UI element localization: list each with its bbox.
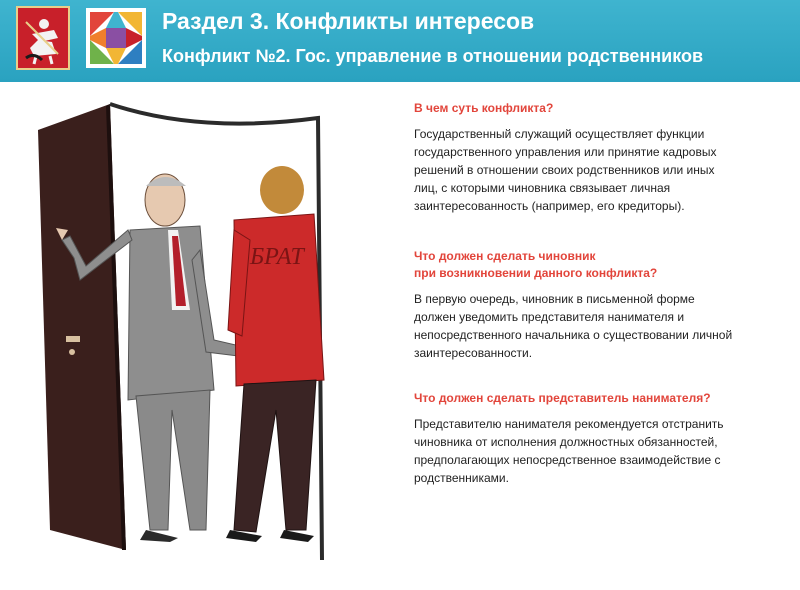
section-answer [414, 290, 732, 362]
moscow-coat-of-arms-icon [16, 6, 70, 70]
answer-line: непосредственного начальника о существовании личной [414, 328, 733, 342]
header-banner [0, 0, 800, 82]
section-employer-actions [414, 390, 724, 487]
section-answer [414, 415, 724, 487]
answer-line: государственного управления или принятие кадровых [414, 145, 717, 159]
section-answer [414, 125, 716, 215]
door-scene-illustration [0, 90, 380, 590]
section-question [414, 390, 724, 407]
answer-line: должен уведомить представителя нанимателя и [414, 310, 685, 324]
question-line: Что должен сделать представитель нанимателя? [414, 391, 711, 405]
section-official-actions [414, 248, 732, 362]
answer-line: решений в отношении своих родственников или иных [414, 163, 715, 177]
answer-line: лиц, с которыми чиновника связывает личная [414, 181, 671, 195]
brother-head [260, 166, 304, 214]
door [38, 104, 126, 550]
page-subtitle: Конфликт №2. Гос. управление в отношении родственников [162, 46, 704, 66]
shirt-label: БРАТ [250, 244, 304, 270]
section-conflict-essence [414, 100, 716, 215]
question-line: при возникновении данного конфликта? [414, 266, 658, 280]
mosaic-logo-icon [86, 8, 146, 68]
section-question [414, 248, 732, 282]
answer-line: заинтересованность (например, его кредиторы). [414, 199, 685, 213]
answer-line: Представителю нанимателя рекомендуется отстранить [414, 417, 724, 431]
answer-line: родственниками. [414, 471, 509, 485]
answer-line: предполагающих непосредственное взаимодействие с [414, 453, 721, 467]
brother-legs [234, 380, 316, 532]
answer-line: Государственный служащий осуществляет функции [414, 127, 705, 141]
section-question [414, 100, 716, 117]
page-title: Раздел 3. Конфликты интересов [162, 8, 535, 34]
answer-line: В первую очередь, чиновник в письменной форме [414, 292, 695, 306]
question-line: Что должен сделать чиновник [414, 249, 596, 263]
official-legs [136, 390, 210, 530]
question-line: В чем суть конфликта? [414, 101, 554, 115]
answer-line: чиновника от исполнения должностных обязанностей, [414, 435, 718, 449]
answer-line: заинтересованности. [414, 346, 533, 360]
door-handle [66, 336, 80, 342]
